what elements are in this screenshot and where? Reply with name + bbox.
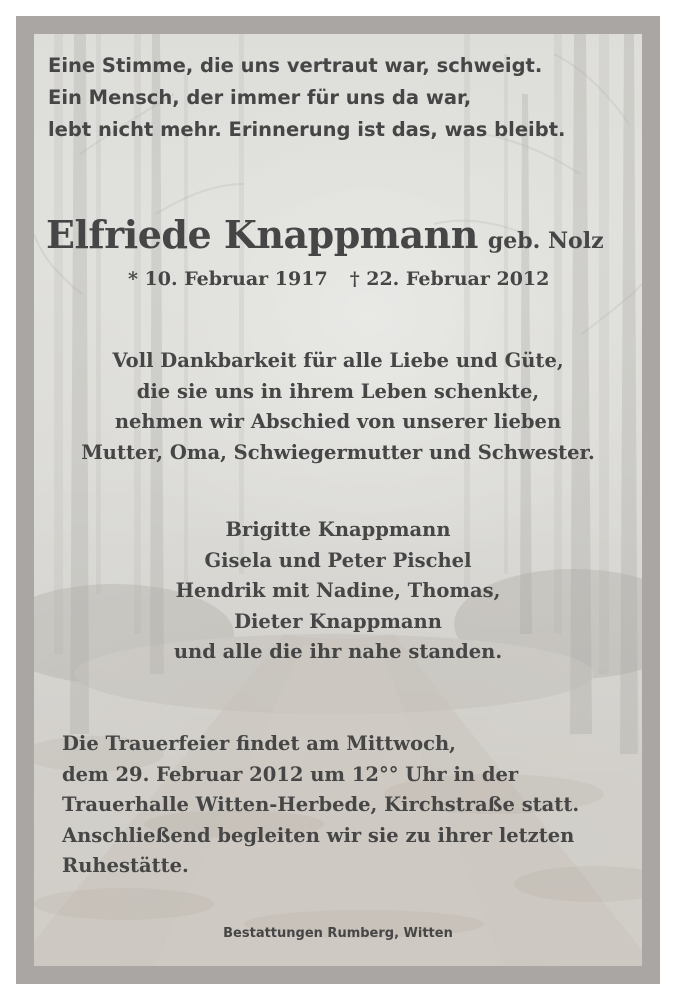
gratitude-line: Mutter, Oma, Schwiegermutter und Schwester. [81, 440, 595, 464]
deceased-name: Elfriede Knappmann [46, 212, 478, 257]
obituary-frame [16, 16, 660, 984]
mourners-list [34, 515, 642, 668]
poem-line: Eine Stimme, die uns vertraut war, schweigt. [48, 54, 543, 77]
mourner-line: Gisela und Peter Pischel [204, 548, 472, 572]
service-line: dem 29. Februar 2012 um 12°° Uhr in der [62, 762, 519, 786]
gratitude-line: nehmen wir Abschied von unserer lieben [114, 410, 562, 433]
service-line: Ruhestätte. [62, 854, 189, 877]
birth-date: * 10. Februar 1917 [128, 268, 328, 290]
memorial-poem [48, 50, 565, 146]
service-line: Die Trauerfeier findet am Mittwoch, [62, 732, 456, 755]
life-dates [128, 268, 549, 290]
gratitude-line: Voll Dankbarkeit für alle Liebe und Güte, [112, 349, 564, 372]
mourner-line: Dieter Knappmann [234, 609, 442, 633]
undertaker-name: Bestattungen Rumberg, Witten [223, 926, 453, 941]
gratitude-line: die sie uns in ihrem Leben schenkte, [136, 379, 540, 403]
mourner-line: und alle die ihr nahe standen. [173, 640, 503, 663]
obituary-panel [34, 34, 642, 966]
poem-line: lebt nicht mehr. Erinnerung ist das, was bleibt. [48, 118, 566, 141]
service-line: Trauerhalle Witten-Herbede, Kirchstraße statt. [62, 793, 580, 816]
poem-line: Ein Mensch, der immer für uns da war, [48, 86, 472, 109]
deceased-name-line [46, 212, 604, 257]
mourner-line: Brigitte Knappmann [225, 518, 451, 541]
gratitude-text [34, 346, 642, 468]
mourner-line: Hendrik mit Nadine, Thomas, [175, 579, 501, 602]
death-date: † 22. Februar 2012 [349, 268, 550, 290]
deceased-birth-name: geb. Nolz [487, 228, 604, 254]
funeral-service-info [62, 729, 579, 882]
service-line: Anschließend begleiten wir sie zu ihrer letzten [62, 823, 575, 847]
